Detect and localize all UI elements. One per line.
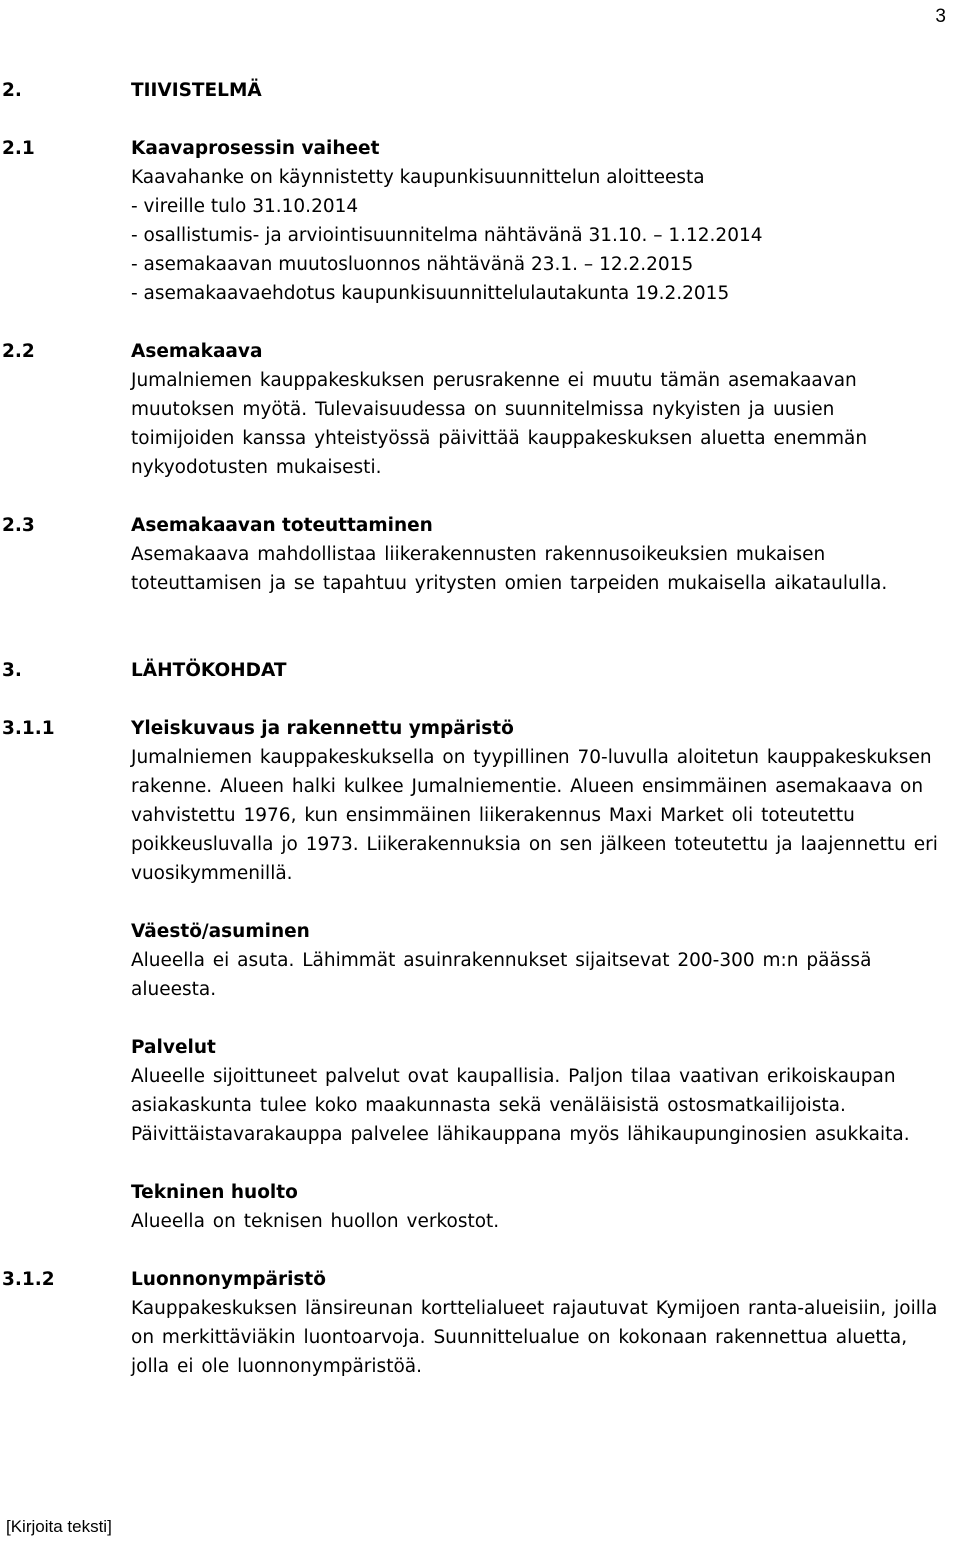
footer-placeholder: [Kirjoita teksti] — [6, 1517, 112, 1536]
section-number: 2. — [2, 80, 22, 101]
section-heading: Luonnonympäristö — [131, 1269, 326, 1290]
document-body — [0, 76, 960, 1381]
section-2-3 — [0, 511, 960, 598]
section-number: 2.3 — [2, 515, 35, 536]
section-2-1 — [0, 134, 960, 308]
section-heading: Asemakaavan toteuttaminen — [131, 515, 433, 536]
list-item: - asemakaavan muutosluonnos nähtävänä 23.1. – 12.2.2015 — [131, 254, 694, 275]
subheading: Tekninen huolto — [131, 1182, 298, 1203]
list-item: - vireille tulo 31.10.2014 — [131, 196, 359, 217]
paragraph: Kauppakeskuksen länsireunan korttelialueet rajautuvat Kymijoen ranta-alueisiin, joilla on merkittäviäkin luontoarvoja. Suunnittelualue on kokonaan rakennettua aluetta, jolla ei ole luonnonympäristöä. — [131, 1298, 938, 1377]
body-line: Kaavahanke on käynnistetty kaupunkisuunnittelun aloitteesta — [131, 167, 705, 188]
section-heading: LÄHTÖKOHDAT — [131, 660, 287, 681]
paragraph: Jumalniemen kauppakeskuksen perusrakenne ei muutu tämän asemakaavan muutoksen myötä. Tulevaisuudessa on suunnitelmissa nykyisten ja uusien toimijoiden kanssa yhteistyössä päivittää kauppakeskuksen aluetta enemmän nykyodotusten mukaisesti. — [131, 370, 868, 478]
list-item: - asemakaavaehdotus kaupunkisuunnittelulautakunta 19.2.2015 — [131, 283, 730, 304]
paragraph: Alueella ei asuta. Lähimmät asuinrakennukset sijaitsevat 200-300 m:n päässä alueesta. — [131, 950, 872, 1000]
page-number: 3 — [935, 6, 946, 27]
paragraph: Jumalniemen kauppakeskuksella on tyypillinen 70-luvulla aloitetun kauppakeskuksen rakenne. Alueen halki kulkee Jumalniementie. Alueen ensimmäinen asemakaava on vahvistettu 1976, kun ensimmäinen liikerakennus Maxi Market oli toteutettu poikkeusluvalla jo 1973. Liikerakennuksia on sen jälkeen toteutettu ja laajennettu eri vuosikymmenillä. — [131, 747, 938, 884]
section-number: 3. — [2, 660, 22, 681]
section-heading: Yleiskuvaus ja rakennettu ympäristö — [131, 718, 514, 739]
paragraph: Asemakaava mahdollistaa liikerakennusten rakennusoikeuksien mukaisen toteuttamisen ja se tapahtuu yritysten omien tarpeiden mukaisella aikataululla. — [131, 544, 888, 594]
section-heading: TIIVISTELMÄ — [131, 80, 262, 101]
list-item: - osallistumis- ja arviointisuunnitelma nähtävänä 31.10. – 1.12.2014 — [131, 225, 763, 246]
subheading: Palvelut — [131, 1037, 216, 1058]
section-3 — [0, 656, 960, 685]
section-number: 2.1 — [2, 138, 35, 159]
section-number: 2.2 — [2, 341, 35, 362]
section-3-1-1 — [0, 714, 960, 1236]
section-2-2 — [0, 337, 960, 482]
section-heading: Asemakaava — [131, 341, 263, 362]
section-2 — [0, 76, 960, 105]
section-heading: Kaavaprosessin vaiheet — [131, 138, 380, 159]
section-number: 3.1.2 — [2, 1269, 55, 1290]
section-number: 3.1.1 — [2, 718, 55, 739]
section-3-1-2 — [0, 1265, 960, 1381]
subheading: Väestö/asuminen — [131, 921, 310, 942]
paragraph: Alueella on teknisen huollon verkostot. — [131, 1211, 500, 1232]
paragraph: Alueelle sijoittuneet palvelut ovat kaupallisia. Paljon tilaa vaativan erikoiskaupan asiakaskunta tulee koko maakunnasta sekä venäläisistä ostosmatkailijoista. Päivittäistavarakauppa palvelee lähikauppana myös lähikaupunginosien asukkaita. — [131, 1066, 910, 1145]
